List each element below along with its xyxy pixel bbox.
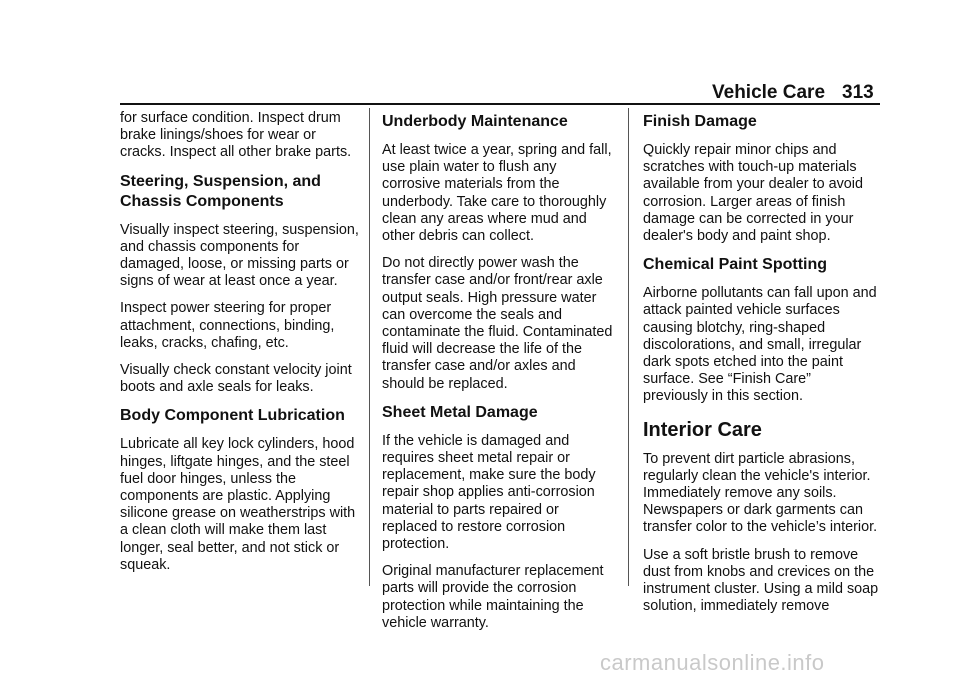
column-divider — [369, 108, 370, 586]
section-heading: Sheet Metal Damage — [382, 403, 538, 421]
paragraph: for surface condition. Inspect drum brake linings/shoes for wear or cracks. Inspect all other brake parts. — [120, 110, 352, 161]
section-heading: Interior Care — [643, 418, 762, 441]
section-heading: Chemical Paint Spotting — [643, 256, 828, 274]
section-title: Vehicle Care — [712, 82, 826, 103]
paragraph: Quickly repair minor chips and scratches with touch-up materials available from your dealer to avoid corrosion. Larger areas of finish damage can be corrected in your dealer's body and paint shop. — [643, 142, 863, 245]
paragraph: To prevent dirt particle abrasions, regularly clean the vehicle's interior. Immediately remove any soils. Newspapers or dark garments can transfer color to the vehicle’s interior. — [643, 450, 878, 536]
watermark: carmanualsonline.info — [600, 650, 825, 675]
paragraph: Do not directly power wash the transfer case and/or front/rear axle output seals. High pressure water can overcome the seals and contaminate the fluid. Contaminated fluid will decrease the life of the transfer case and/or axles and should be replaced. — [382, 255, 613, 392]
text-column-2 — [382, 110, 614, 642]
paragraph: Original manufacturer replacement parts will provide the corrosion protection while maintaining the vehicle warranty. — [382, 563, 604, 631]
paragraph: At least twice a year, spring and fall, use plain water to flush any corrosive materials from the underbody. Take care to thoroughly clean any areas where mud and other debris can collect. — [382, 142, 612, 245]
paragraph: If the vehicle is damaged and requires sheet metal repair or replacement, make sure the body repair shop applies anti-corrosion material to parts repaired or replaced to restore corrosion protection. — [382, 432, 596, 553]
column-divider — [628, 108, 629, 586]
text-column-1 — [120, 110, 360, 584]
text-column-3 — [643, 110, 879, 625]
section-heading: Steering, Suspension, and Chassis Components — [120, 172, 321, 210]
paragraph: Visually inspect steering, suspension, and chassis components for damaged, loose, or missing parts or signs of wear at least once a year. — [120, 221, 359, 290]
header-rule — [120, 103, 880, 105]
paragraph: Lubricate all key lock cylinders, hood hinges, liftgate hinges, and the steel fuel door hinges, unless the components are plastic. Applying silicone grease on weatherstrips with a clean cloth will make them last longer, seal better, and not stick or squeak. — [120, 436, 356, 573]
section-heading: Body Component Lubrication — [120, 407, 345, 425]
page-number: 313 — [842, 82, 874, 103]
section-heading: Underbody Maintenance — [382, 113, 568, 130]
paragraph: Inspect power steering for proper attachment, connections, binding, leaks, cracks, chafing, etc. — [120, 300, 335, 351]
paragraph: Visually check constant velocity joint boots and axle seals for leaks. — [120, 362, 352, 396]
section-heading: Finish Damage — [643, 113, 757, 130]
paragraph: Airborne pollutants can fall upon and attack painted vehicle surfaces causing blotchy, ring-shaped discolorations, and small, irregular dark spots etched into the paint surface. See “Finish Care” previously in this section. — [643, 285, 877, 405]
paragraph: Use a soft bristle brush to remove dust from knobs and crevices on the instrument cluster. Using a mild soap solution, immediately remove — [643, 546, 879, 615]
